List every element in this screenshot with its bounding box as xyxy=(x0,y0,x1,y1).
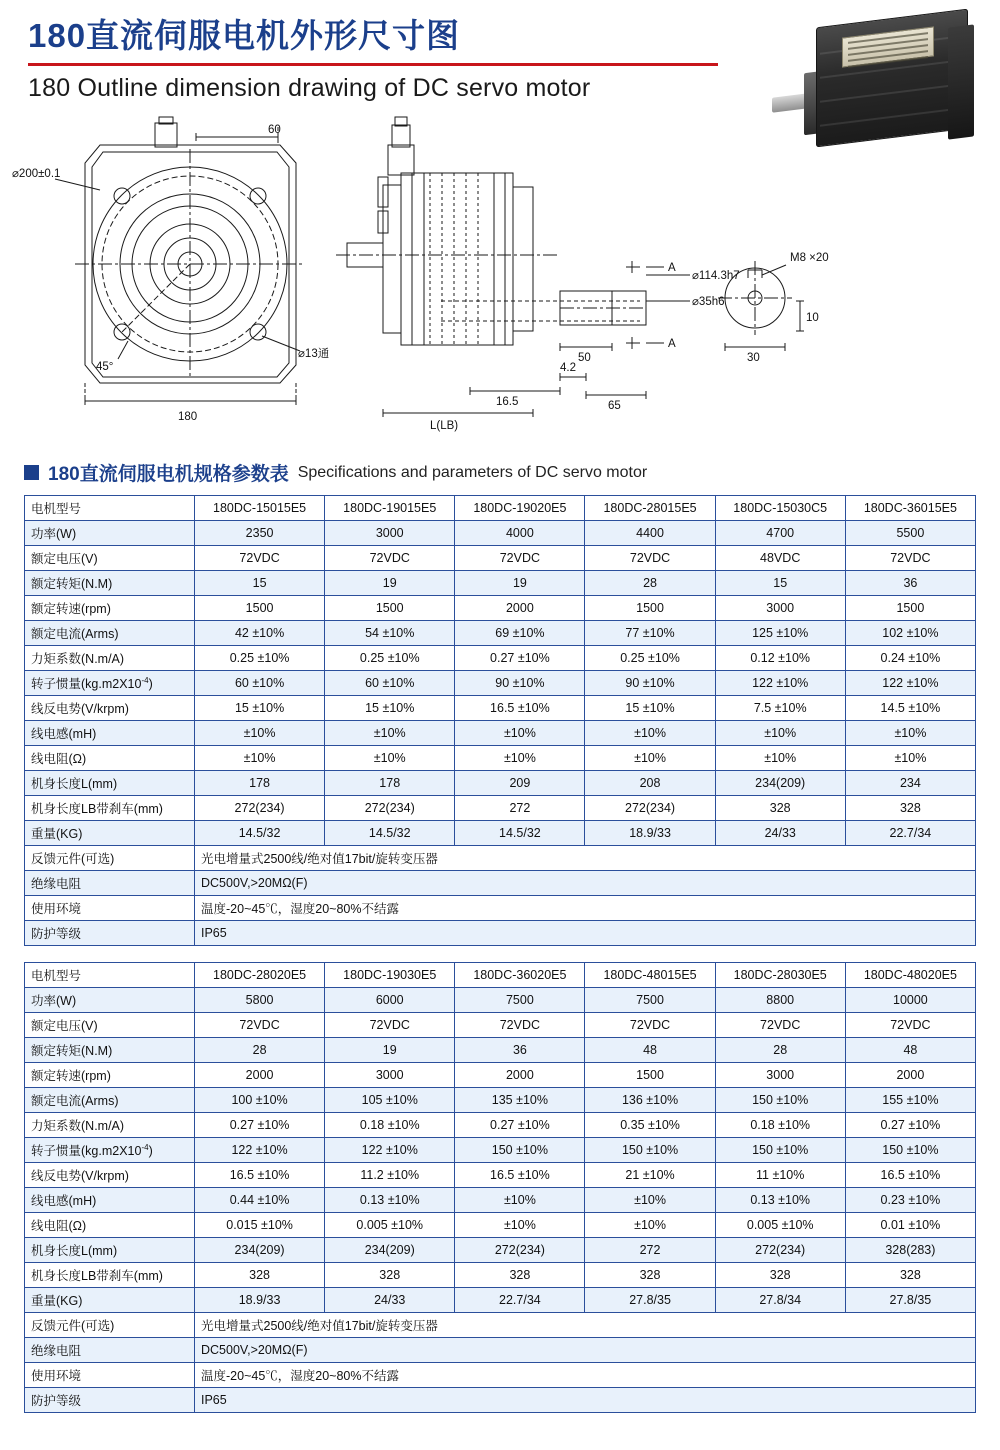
table-row xyxy=(25,621,976,646)
dim-label-dia13: ⌀13通 xyxy=(298,348,330,361)
cell-inertia: 90 ±10% xyxy=(585,671,715,696)
cell-resistance: 0.005 ±10% xyxy=(325,1213,455,1238)
row-label: 功率(W) xyxy=(25,988,195,1013)
cell-power: 4000 xyxy=(455,521,585,546)
cell-torque: 19 xyxy=(325,1038,455,1063)
cell-current: 135 ±10% xyxy=(455,1088,585,1113)
cell-environment: 温度-20~45℃，湿度20~80%不结露 xyxy=(195,896,976,921)
cell-torque: 36 xyxy=(845,571,975,596)
row-label: 额定转速(rpm) xyxy=(25,1063,195,1088)
row-label: 功率(W) xyxy=(25,521,195,546)
cell-inductance: ±10% xyxy=(325,721,455,746)
cell-length-lb: 328 xyxy=(325,1263,455,1288)
cell-inductance: 0.44 ±10% xyxy=(195,1188,325,1213)
table-row xyxy=(25,896,976,921)
table-row xyxy=(25,1213,976,1238)
cell-inertia: 122 ±10% xyxy=(715,671,845,696)
cell-power: 7500 xyxy=(585,988,715,1013)
cell-weight: 18.9/33 xyxy=(195,1288,325,1313)
cell-length-lb: 328 xyxy=(715,1263,845,1288)
cell-voltage: 72VDC xyxy=(585,1013,715,1038)
cell-length-l: 328(283) xyxy=(845,1238,975,1263)
cell-length-lb: 328 xyxy=(585,1263,715,1288)
cell-model: 180DC-48015E5 xyxy=(585,963,715,988)
table-row xyxy=(25,521,976,546)
cell-kt: 0.27 ±10% xyxy=(455,1113,585,1138)
cell-length-lb: 272(234) xyxy=(195,796,325,821)
table-row xyxy=(25,496,976,521)
cell-kt: 0.18 ±10% xyxy=(325,1113,455,1138)
cell-resistance: ±10% xyxy=(455,1213,585,1238)
table-row xyxy=(25,1088,976,1113)
square-bullet-icon xyxy=(24,465,39,480)
dim-label-dia200: ⌀200±0.1 xyxy=(12,168,61,181)
table-row xyxy=(25,1163,976,1188)
table-row xyxy=(25,1113,976,1138)
cell-speed: 2000 xyxy=(455,596,585,621)
row-label: 力矩系数(N.m/A) xyxy=(25,1113,195,1138)
cell-resistance: ±10% xyxy=(715,746,845,771)
cell-protection: IP65 xyxy=(195,1388,976,1413)
dim-label-30: 30 xyxy=(747,352,760,365)
cell-length-l: 178 xyxy=(195,771,325,796)
row-label: 线电阻(Ω) xyxy=(25,1213,195,1238)
cell-model: 180DC-48020E5 xyxy=(845,963,975,988)
cell-environment: 温度-20~45℃，湿度20~80%不结露 xyxy=(195,1363,976,1388)
cell-inertia: 122 ±10% xyxy=(195,1138,325,1163)
row-label-environment: 使用环境 xyxy=(25,896,195,921)
cell-resistance: 0.01 ±10% xyxy=(845,1213,975,1238)
table-row xyxy=(25,721,976,746)
cell-kt: 0.27 ±10% xyxy=(455,646,585,671)
dim-label-l-lb: L(LB) xyxy=(430,420,459,433)
row-label: 机身长度LB带刹车(mm) xyxy=(25,1263,195,1288)
cell-voltage: 48VDC xyxy=(715,546,845,571)
cell-current: 77 ±10% xyxy=(585,621,715,646)
cell-current: 150 ±10% xyxy=(715,1088,845,1113)
row-label-protection: 防护等级 xyxy=(25,1388,195,1413)
spec-table-2 xyxy=(24,962,976,1413)
table-row xyxy=(25,696,976,721)
dim-label-65: 65 xyxy=(608,400,621,413)
dim-label-165: 16.5 xyxy=(496,396,519,409)
cell-voltage: 72VDC xyxy=(325,1013,455,1038)
cell-inertia: 60 ±10% xyxy=(195,671,325,696)
cell-power: 2350 xyxy=(195,521,325,546)
cell-speed: 1500 xyxy=(325,596,455,621)
cell-model: 180DC-19030E5 xyxy=(325,963,455,988)
cell-kt: 0.25 ±10% xyxy=(195,646,325,671)
cell-resistance: ±10% xyxy=(845,746,975,771)
cell-inertia: 150 ±10% xyxy=(715,1138,845,1163)
cell-power: 6000 xyxy=(325,988,455,1013)
cell-inductance: ±10% xyxy=(455,721,585,746)
cell-model: 180DC-19020E5 xyxy=(455,496,585,521)
page-title-cn: 180直流伺服电机外形尺寸图 xyxy=(28,17,461,54)
table-row xyxy=(25,1038,976,1063)
cell-length-lb: 328 xyxy=(455,1263,585,1288)
row-label-inertia-tail: ) xyxy=(148,1144,153,1159)
row-label: 线电感(mH) xyxy=(25,1188,195,1213)
cell-current: 69 ±10% xyxy=(455,621,585,646)
cell-speed: 2000 xyxy=(845,1063,975,1088)
cell-weight: 24/33 xyxy=(715,821,845,846)
cell-voltage: 72VDC xyxy=(585,546,715,571)
cell-weight: 22.7/34 xyxy=(845,821,975,846)
cell-inertia: 150 ±10% xyxy=(845,1138,975,1163)
spec-heading-cn: 180直流伺服电机规格参数表 xyxy=(48,464,289,486)
row-label: 力矩系数(N.m/A) xyxy=(25,646,195,671)
spec-section-heading xyxy=(24,459,1000,486)
cell-model: 180DC-28020E5 xyxy=(195,963,325,988)
cell-length-lb: 328 xyxy=(845,1263,975,1288)
cell-power: 5500 xyxy=(845,521,975,546)
cell-inductance: 0.13 ±10% xyxy=(325,1188,455,1213)
cell-length-l: 208 xyxy=(585,771,715,796)
cell-weight: 27.8/35 xyxy=(845,1288,975,1313)
cell-ke: 11 ±10% xyxy=(715,1163,845,1188)
cell-power: 7500 xyxy=(455,988,585,1013)
table-row xyxy=(25,1263,976,1288)
cell-length-lb: 272(234) xyxy=(325,796,455,821)
cell-ke: 16.5 ±10% xyxy=(195,1163,325,1188)
cell-model: 180DC-36015E5 xyxy=(845,496,975,521)
cell-inductance: ±10% xyxy=(195,721,325,746)
cell-voltage: 72VDC xyxy=(845,1013,975,1038)
row-label: 线反电势(V/krpm) xyxy=(25,696,195,721)
cell-torque: 15 xyxy=(715,571,845,596)
cell-inductance: ±10% xyxy=(715,721,845,746)
table-row xyxy=(25,1338,976,1363)
cell-voltage: 72VDC xyxy=(325,546,455,571)
row-label-environment: 使用环境 xyxy=(25,1363,195,1388)
table-row xyxy=(25,846,976,871)
table-row xyxy=(25,746,976,771)
row-label: 额定转矩(N.M) xyxy=(25,1038,195,1063)
cell-current: 54 ±10% xyxy=(325,621,455,646)
cell-speed: 2000 xyxy=(455,1063,585,1088)
table-row xyxy=(25,1288,976,1313)
row-label-inertia-exponent: -4 xyxy=(141,1143,149,1153)
cell-torque: 28 xyxy=(195,1038,325,1063)
row-label-protection: 防护等级 xyxy=(25,921,195,946)
table-row xyxy=(25,1063,976,1088)
cell-weight: 18.9/33 xyxy=(585,821,715,846)
cell-kt: 0.25 ±10% xyxy=(325,646,455,671)
table-row xyxy=(25,1388,976,1413)
cell-resistance: ±10% xyxy=(195,746,325,771)
page-title-en: 180 Outline dimension drawing of DC servo motor xyxy=(28,74,591,103)
cell-voltage: 72VDC xyxy=(195,546,325,571)
cell-ke: 15 ±10% xyxy=(585,696,715,721)
cell-insulation: DC500V,>20MΩ(F) xyxy=(195,1338,976,1363)
cell-ke: 14.5 ±10% xyxy=(845,696,975,721)
cell-voltage: 72VDC xyxy=(455,1013,585,1038)
section-mark-a-top: A xyxy=(668,262,676,275)
cell-length-l: 234 xyxy=(845,771,975,796)
row-label-insulation: 绝缘电阻 xyxy=(25,1338,195,1363)
cell-resistance: ±10% xyxy=(325,746,455,771)
cell-weight: 27.8/34 xyxy=(715,1288,845,1313)
dim-label-42: 4.2 xyxy=(560,362,576,375)
cell-voltage: 72VDC xyxy=(845,546,975,571)
cell-ke: 11.2 ±10% xyxy=(325,1163,455,1188)
cell-torque: 48 xyxy=(845,1038,975,1063)
cell-resistance: ±10% xyxy=(585,746,715,771)
row-label-insulation: 绝缘电阻 xyxy=(25,871,195,896)
cell-voltage: 72VDC xyxy=(715,1013,845,1038)
cell-speed: 1500 xyxy=(585,1063,715,1088)
cell-inductance: ±10% xyxy=(455,1188,585,1213)
cell-speed: 3000 xyxy=(715,1063,845,1088)
row-label-feedback: 反馈元件(可选) xyxy=(25,846,195,871)
cell-voltage: 72VDC xyxy=(195,1013,325,1038)
title-divider xyxy=(28,63,718,66)
table-row xyxy=(25,1188,976,1213)
dim-label-60: 60 xyxy=(268,124,281,137)
cell-current: 102 ±10% xyxy=(845,621,975,646)
row-label-inertia-text: 转子惯量(kg.m2X10 xyxy=(31,677,142,692)
cell-current: 42 ±10% xyxy=(195,621,325,646)
row-label: 机身长度LB带刹车(mm) xyxy=(25,796,195,821)
cell-inertia: 150 ±10% xyxy=(455,1138,585,1163)
cell-torque: 28 xyxy=(715,1038,845,1063)
cell-current: 105 ±10% xyxy=(325,1088,455,1113)
spec-table-2-body xyxy=(25,963,976,1413)
table-row xyxy=(25,771,976,796)
cell-model: 180DC-15030C5 xyxy=(715,496,845,521)
dimension-drawing xyxy=(0,115,1000,453)
cell-length-lb: 272(234) xyxy=(585,796,715,821)
cell-length-lb: 328 xyxy=(715,796,845,821)
cell-weight: 14.5/32 xyxy=(325,821,455,846)
cell-feedback: 光电增量式2500线/绝对值17bit/旋转变压器 xyxy=(195,846,976,871)
table-row xyxy=(25,596,976,621)
cell-kt: 0.27 ±10% xyxy=(195,1113,325,1138)
table-row xyxy=(25,646,976,671)
cell-speed: 3000 xyxy=(325,1063,455,1088)
cell-current: 100 ±10% xyxy=(195,1088,325,1113)
cell-length-l: 234(209) xyxy=(195,1238,325,1263)
table-row xyxy=(25,921,976,946)
cell-inertia: 122 ±10% xyxy=(325,1138,455,1163)
cell-length-l: 234(209) xyxy=(715,771,845,796)
cell-resistance: 0.005 ±10% xyxy=(715,1213,845,1238)
cell-length-l: 234(209) xyxy=(325,1238,455,1263)
cell-resistance: ±10% xyxy=(585,1213,715,1238)
table-row xyxy=(25,1238,976,1263)
dim-label-180: 180 xyxy=(178,411,198,424)
table-row xyxy=(25,1138,976,1163)
table-row xyxy=(25,988,976,1013)
cell-ke: 15 ±10% xyxy=(195,696,325,721)
cell-inductance: ±10% xyxy=(845,721,975,746)
row-label: 机身长度L(mm) xyxy=(25,1238,195,1263)
table-row xyxy=(25,871,976,896)
cell-torque: 15 xyxy=(195,571,325,596)
cell-protection: IP65 xyxy=(195,921,976,946)
spec-table-1 xyxy=(24,495,976,946)
cell-insulation: DC500V,>20MΩ(F) xyxy=(195,871,976,896)
row-label: 额定电流(Arms) xyxy=(25,1088,195,1113)
table-row xyxy=(25,821,976,846)
cell-model: 180DC-19015E5 xyxy=(325,496,455,521)
cell-model: 180DC-28015E5 xyxy=(585,496,715,521)
row-label-feedback: 反馈元件(可选) xyxy=(25,1313,195,1338)
cell-torque: 19 xyxy=(455,571,585,596)
row-label: 电机型号 xyxy=(25,963,195,988)
cell-inductance: ±10% xyxy=(585,1188,715,1213)
cell-length-lb: 328 xyxy=(195,1263,325,1288)
cell-inductance: 0.23 ±10% xyxy=(845,1188,975,1213)
dim-label-dia1143h7: ⌀114.3h7 xyxy=(692,270,740,283)
cell-length-l: 272 xyxy=(585,1238,715,1263)
dim-label-50: 50 xyxy=(578,352,591,365)
cell-weight: 14.5/32 xyxy=(455,821,585,846)
cell-resistance: 0.015 ±10% xyxy=(195,1213,325,1238)
spec-heading-en: Specifications and parameters of DC servo motor xyxy=(297,463,648,481)
cell-inductance: ±10% xyxy=(585,721,715,746)
cell-current: 136 ±10% xyxy=(585,1088,715,1113)
cell-model: 180DC-28030E5 xyxy=(715,963,845,988)
row-label: 电机型号 xyxy=(25,496,195,521)
cell-length-l: 209 xyxy=(455,771,585,796)
cell-length-l: 272(234) xyxy=(715,1238,845,1263)
cell-kt: 0.18 ±10% xyxy=(715,1113,845,1138)
table-row xyxy=(25,546,976,571)
row-label: 额定电流(Arms) xyxy=(25,621,195,646)
row-label-inertia-text: 转子惯量(kg.m2X10 xyxy=(31,1144,142,1159)
cell-power: 3000 xyxy=(325,521,455,546)
cell-speed: 1500 xyxy=(845,596,975,621)
table-row xyxy=(25,1363,976,1388)
row-label: 额定转速(rpm) xyxy=(25,596,195,621)
cell-power: 8800 xyxy=(715,988,845,1013)
cell-torque: 36 xyxy=(455,1038,585,1063)
table-row xyxy=(25,571,976,596)
table-row xyxy=(25,1013,976,1038)
cell-ke: 16.5 ±10% xyxy=(845,1163,975,1188)
cell-current: 155 ±10% xyxy=(845,1088,975,1113)
cell-weight: 22.7/34 xyxy=(455,1288,585,1313)
row-label-inertia xyxy=(25,671,195,696)
cell-inertia: 122 ±10% xyxy=(845,671,975,696)
cell-torque: 48 xyxy=(585,1038,715,1063)
cell-inertia: 60 ±10% xyxy=(325,671,455,696)
cell-model: 180DC-15015E5 xyxy=(195,496,325,521)
cell-power: 5800 xyxy=(195,988,325,1013)
cell-weight: 27.8/35 xyxy=(585,1288,715,1313)
cell-ke: 21 ±10% xyxy=(585,1163,715,1188)
row-label: 重量(KG) xyxy=(25,821,195,846)
cell-length-l: 178 xyxy=(325,771,455,796)
cell-inertia: 150 ±10% xyxy=(585,1138,715,1163)
section-mark-a-bottom: A xyxy=(668,338,676,351)
cell-kt: 0.35 ±10% xyxy=(585,1113,715,1138)
dim-label-45deg: 45° xyxy=(96,361,114,374)
cell-kt: 0.27 ±10% xyxy=(845,1113,975,1138)
cell-ke: 7.5 ±10% xyxy=(715,696,845,721)
cell-length-lb: 272 xyxy=(455,796,585,821)
dim-label-dia35h6: ⌀35h6 xyxy=(692,296,725,309)
dim-label-10: 10 xyxy=(806,312,819,325)
dim-label-m8x20: M8 ×20 xyxy=(790,252,829,265)
cell-ke: 16.5 ±10% xyxy=(455,696,585,721)
table-row xyxy=(25,1313,976,1338)
cell-speed: 2000 xyxy=(195,1063,325,1088)
cell-feedback: 光电增量式2500线/绝对值17bit/旋转变压器 xyxy=(195,1313,976,1338)
cell-power: 10000 xyxy=(845,988,975,1013)
cell-inductance: 0.13 ±10% xyxy=(715,1188,845,1213)
cell-kt: 0.25 ±10% xyxy=(585,646,715,671)
cell-torque: 28 xyxy=(585,571,715,596)
spec-table-1-body xyxy=(25,496,976,946)
cell-resistance: ±10% xyxy=(455,746,585,771)
row-label-inertia xyxy=(25,1138,195,1163)
cell-weight: 24/33 xyxy=(325,1288,455,1313)
cell-speed: 3000 xyxy=(715,596,845,621)
cell-ke: 16.5 ±10% xyxy=(455,1163,585,1188)
row-label: 额定电压(V) xyxy=(25,546,195,571)
row-label-inertia-exponent: -4 xyxy=(141,676,149,686)
cell-length-l: 272(234) xyxy=(455,1238,585,1263)
cell-speed: 1500 xyxy=(195,596,325,621)
cell-current: 125 ±10% xyxy=(715,621,845,646)
row-label: 线电感(mH) xyxy=(25,721,195,746)
cell-power: 4700 xyxy=(715,521,845,546)
cell-kt: 0.24 ±10% xyxy=(845,646,975,671)
table-row xyxy=(25,963,976,988)
row-label: 额定电压(V) xyxy=(25,1013,195,1038)
row-label: 线电阻(Ω) xyxy=(25,746,195,771)
row-label-inertia-tail: ) xyxy=(148,677,153,692)
cell-voltage: 72VDC xyxy=(455,546,585,571)
table-row xyxy=(25,796,976,821)
cell-ke: 15 ±10% xyxy=(325,696,455,721)
cell-length-lb: 328 xyxy=(845,796,975,821)
row-label: 线反电势(V/krpm) xyxy=(25,1163,195,1188)
row-label: 重量(KG) xyxy=(25,1288,195,1313)
drawing-svg xyxy=(0,115,1000,453)
table-row xyxy=(25,671,976,696)
cell-power: 4400 xyxy=(585,521,715,546)
cell-speed: 1500 xyxy=(585,596,715,621)
cell-torque: 19 xyxy=(325,571,455,596)
row-label: 机身长度L(mm) xyxy=(25,771,195,796)
cell-inertia: 90 ±10% xyxy=(455,671,585,696)
cell-model: 180DC-36020E5 xyxy=(455,963,585,988)
row-label: 额定转矩(N.M) xyxy=(25,571,195,596)
cell-kt: 0.12 ±10% xyxy=(715,646,845,671)
cell-weight: 14.5/32 xyxy=(195,821,325,846)
